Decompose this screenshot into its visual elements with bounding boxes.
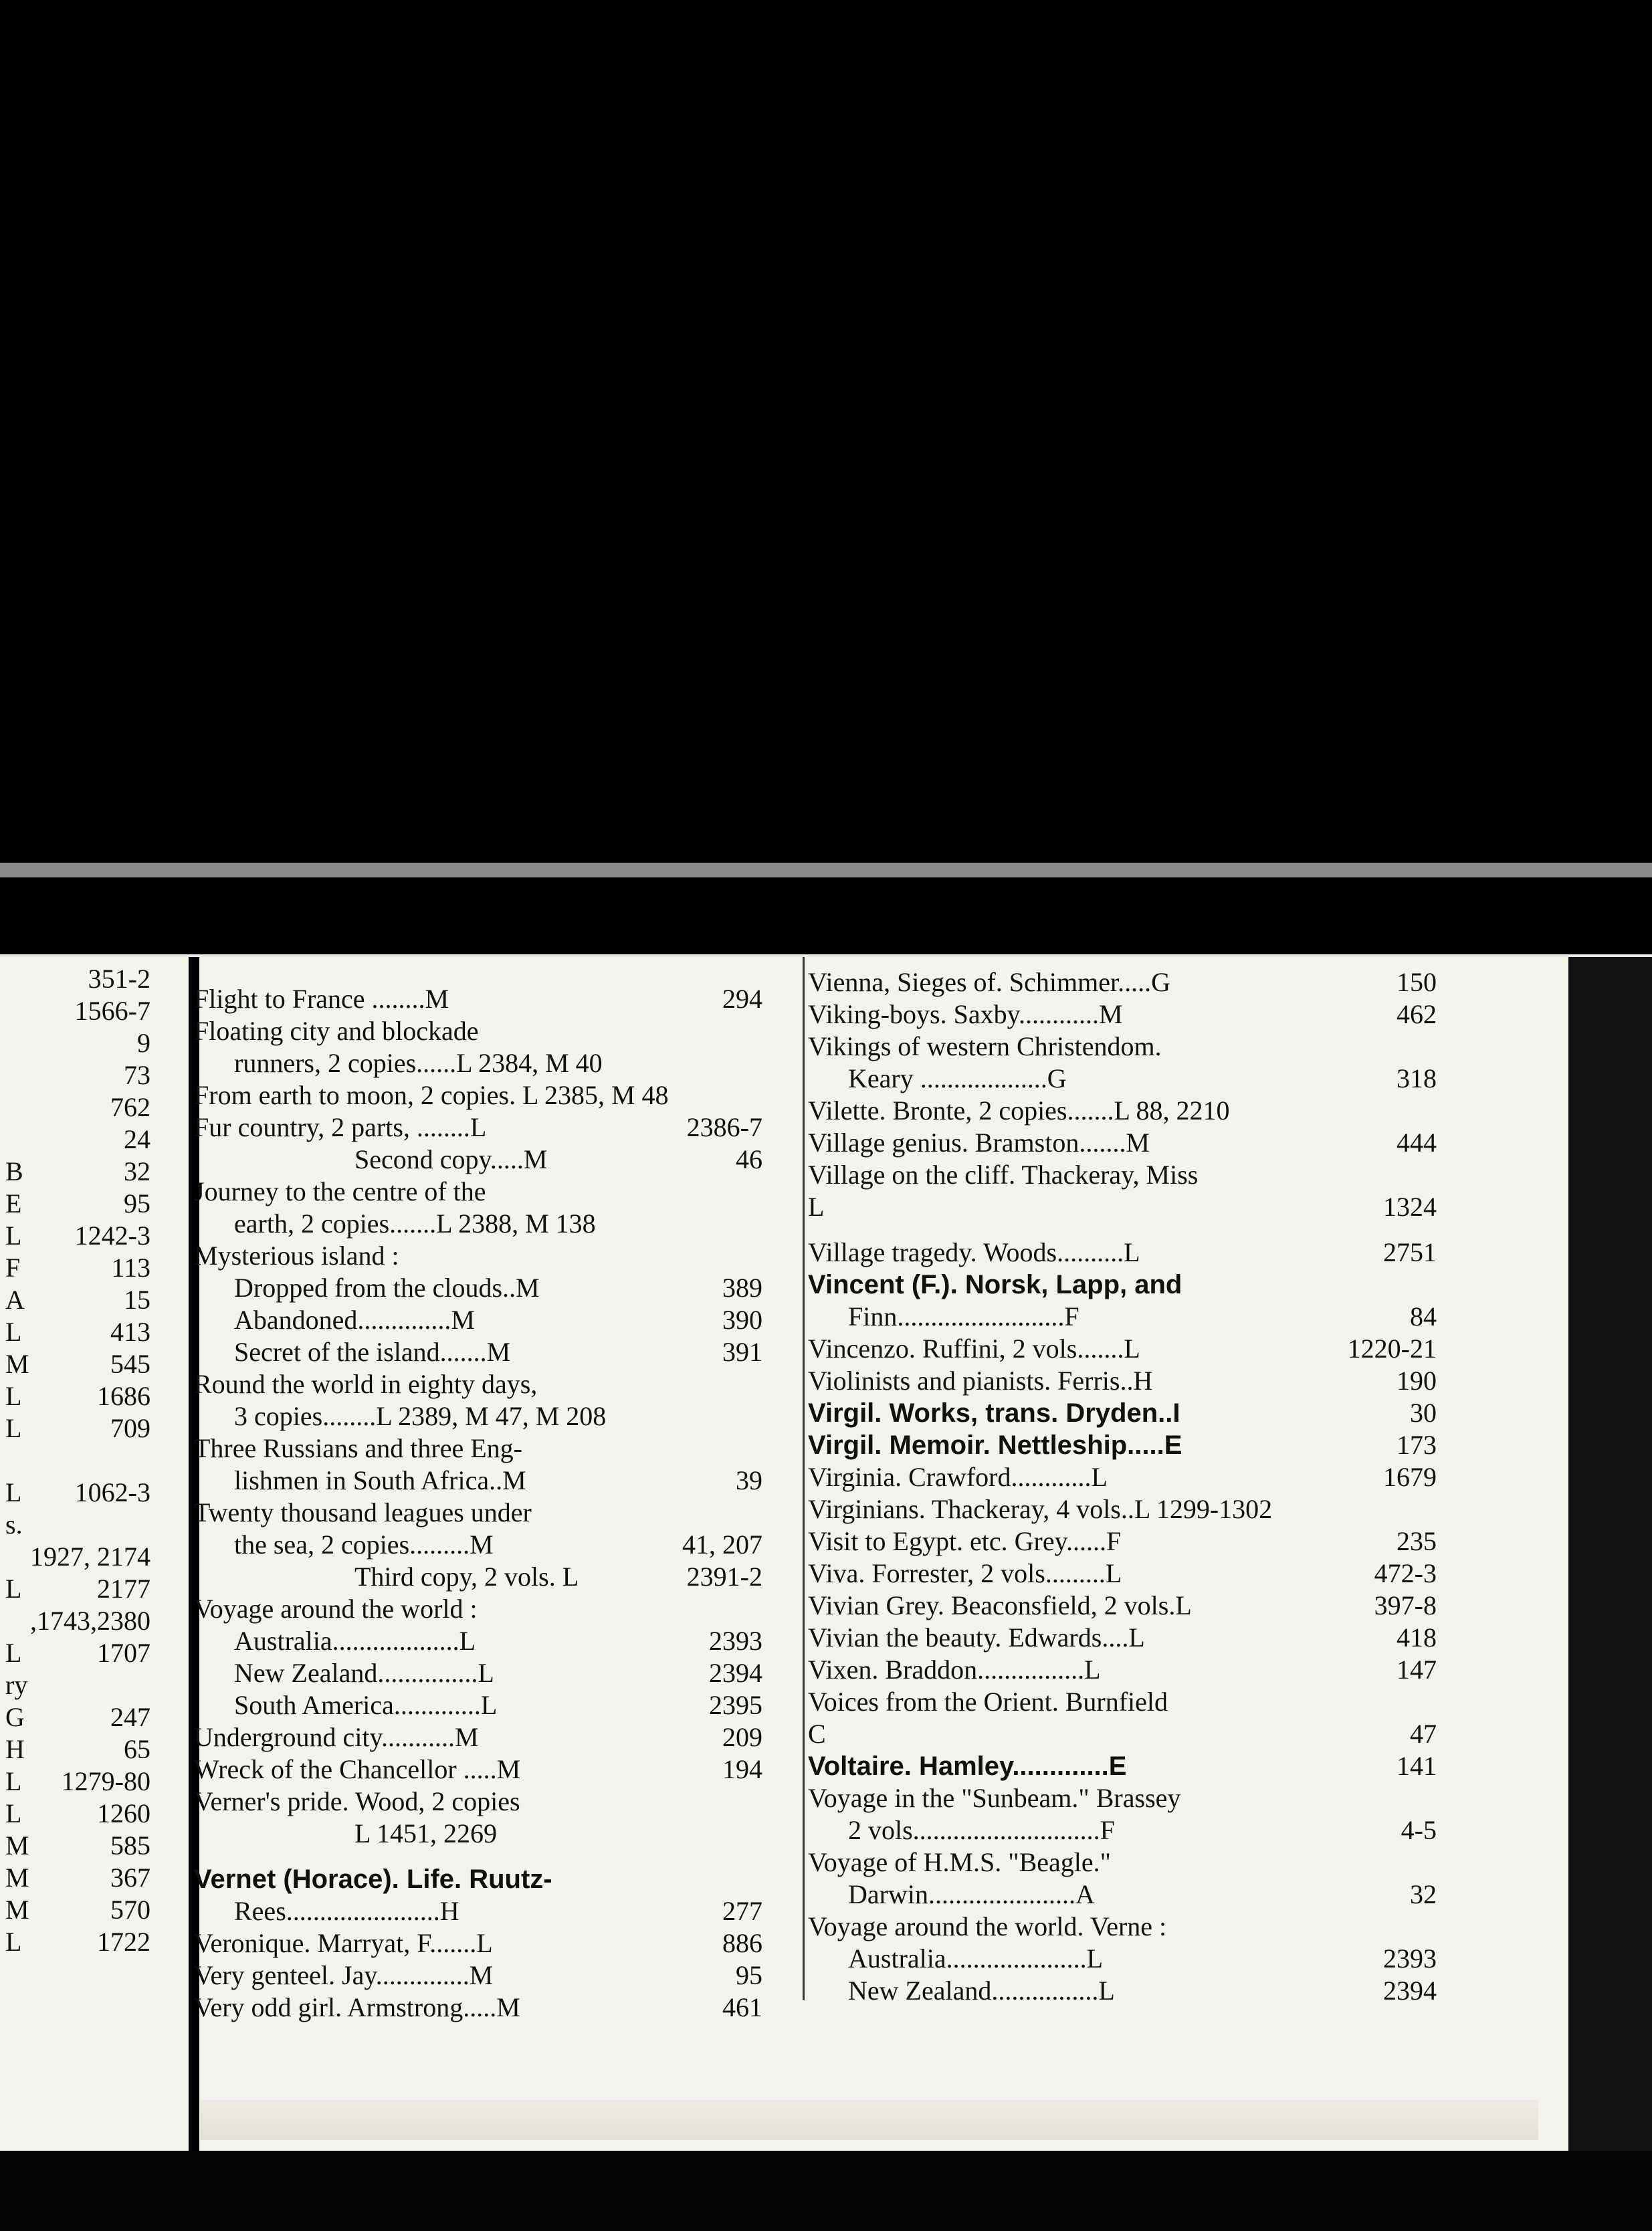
catalogue-entry (808, 1943, 1477, 1975)
catalogue-entry (808, 1782, 1477, 1814)
left-stub-row (0, 1348, 181, 1380)
entry-number: 2386-7 (686, 1112, 762, 1142)
entry-number: 190 (1397, 1366, 1437, 1396)
catalogue-entry (808, 1686, 1477, 1718)
entry-text: Vernet (Horace). Life. Ruutz- (194, 1865, 552, 1894)
catalogue-entry (194, 1465, 796, 1497)
entry-text: Village on the cliff. Thackeray, Miss (808, 1160, 1199, 1190)
entry-text: L (5, 1574, 22, 1604)
entry-number: 461 (722, 1992, 762, 2022)
catalogue-entry (808, 1590, 1477, 1622)
entry-number: 32 (124, 1156, 150, 1186)
entry-text: Viking-boys. Saxby............M (808, 999, 1123, 1029)
catalogue-entry (194, 1850, 796, 1863)
entry-text: Vincent (F.). Norsk, Lapp, and (808, 1270, 1182, 1299)
entry-text: Flight to France ........M (194, 984, 449, 1014)
catalogue-entry (194, 1272, 796, 1304)
entry-text: L (5, 1477, 22, 1507)
entry-text: Fur country, 2 parts, ........L (194, 1112, 487, 1142)
left-stub-row (0, 1766, 181, 1798)
entry-text: Verner's pride. Wood, 2 copies (194, 1786, 520, 1816)
catalogue-entry (808, 1397, 1477, 1429)
catalogue-entry (808, 1063, 1477, 1095)
entry-number: 9 (137, 1028, 150, 1058)
catalogue-entry (808, 1223, 1477, 1237)
left-stub-row (0, 1830, 181, 1862)
left-stub-row (0, 1509, 181, 1541)
entry-number: 41, 207 (682, 1529, 762, 1560)
entry-text: Vikings of western Christendom. (808, 1031, 1162, 1061)
entry-text: C (808, 1719, 826, 1749)
entry-text: Voices from the Orient. Burnfield (808, 1687, 1168, 1717)
entry-text: Abandoned..............M (234, 1305, 475, 1335)
entry-text: lishmen in South Africa..M (234, 1465, 526, 1495)
left-stub-row (0, 1637, 181, 1669)
entry-number: 209 (722, 1722, 762, 1752)
left-stub-row (0, 1124, 181, 1156)
entry-number: 1242-3 (74, 1220, 150, 1251)
left-stub-row (0, 1477, 181, 1509)
entry-text: M (5, 1349, 29, 1379)
entry-number: 413 (110, 1317, 150, 1347)
entry-text: Visit to Egypt. etc. Grey......F (808, 1526, 1122, 1556)
entry-text: Vienna, Sieges of. Schimmer.....G (808, 967, 1170, 997)
entry-number: 294 (722, 984, 762, 1014)
entry-number: 1927, 2174 (30, 1542, 150, 1572)
catalogue-entry (808, 1718, 1477, 1750)
catalogue-entry (808, 1493, 1477, 1525)
entry-text: L (5, 1413, 22, 1443)
entry-number: 397-8 (1374, 1590, 1437, 1620)
catalogue-entry (194, 1047, 796, 1079)
entry-number: 1707 (97, 1638, 150, 1668)
entry-text: Voyage in the "Sunbeam." Brassey (808, 1783, 1181, 1813)
catalogue-entry (808, 1814, 1477, 1846)
scanner-black-margin-bottom (0, 2151, 1652, 2231)
left-stub-row (0, 1380, 181, 1412)
entry-text: Australia.....................L (848, 1943, 1104, 1974)
entry-text: Vivian Grey. Beaconsfield, 2 vols.L (808, 1590, 1192, 1620)
entry-text: F (5, 1253, 21, 1283)
entry-number: 390 (722, 1305, 762, 1335)
entry-text: G (5, 1702, 25, 1732)
entry-text: Floating city and blockade (194, 1016, 479, 1046)
left-stub-row (0, 1798, 181, 1830)
scanner-black-margin-top (0, 0, 1652, 863)
entry-text: New Zealand...............L (234, 1658, 494, 1688)
left-stub-row (0, 1220, 181, 1252)
catalogue-entry (194, 1015, 796, 1047)
entry-number: 1679 (1383, 1462, 1437, 1492)
entry-text: 2 vols............................F (848, 1815, 1115, 1845)
left-column-stub (0, 963, 181, 1958)
catalogue-entry (194, 1754, 796, 1786)
catalogue-entry (808, 1365, 1477, 1397)
entry-number: 2393 (1383, 1943, 1437, 1974)
catalogue-entry (194, 1529, 796, 1561)
entry-text: Violinists and pianists. Ferris..H (808, 1366, 1153, 1396)
entry-text: L 1451, 2269 (354, 1818, 497, 1848)
entry-text: L (808, 1192, 825, 1222)
entry-text: South America.............L (234, 1690, 498, 1720)
entry-number: 247 (110, 1702, 150, 1732)
entry-number: 2391-2 (686, 1562, 762, 1592)
left-stub-row (0, 1862, 181, 1894)
entry-number: 84 (1410, 1301, 1437, 1332)
entry-text: earth, 2 copies.......L 2388, M 138 (234, 1208, 596, 1239)
entry-number: 95 (736, 1960, 762, 1990)
entry-number: 1566-7 (74, 996, 150, 1026)
catalogue-entry (194, 1959, 796, 1992)
entry-number: 30 (1410, 1398, 1437, 1428)
entry-text: Voyage around the world. Verne : (808, 1911, 1167, 1941)
catalogue-entry (808, 998, 1477, 1031)
entry-text: L (5, 1927, 22, 1957)
entry-text: L (5, 1638, 22, 1668)
entry-number: 318 (1397, 1063, 1437, 1093)
catalogue-entry (194, 1689, 796, 1721)
entry-number: 32 (1410, 1879, 1437, 1909)
catalogue-entry (808, 1558, 1477, 1590)
left-stub-row (0, 1252, 181, 1284)
entry-text: Virgil. Works, trans. Dryden..I (808, 1398, 1180, 1428)
catalogue-entry (194, 1625, 796, 1657)
entry-number: 762 (110, 1092, 150, 1122)
catalogue-entry (194, 1144, 796, 1176)
entry-text: Viva. Forrester, 2 vols.........L (808, 1558, 1122, 1588)
entry-number: 46 (736, 1144, 762, 1174)
entry-number: 65 (124, 1734, 150, 1764)
entry-text: M (5, 1895, 29, 1925)
entry-number: 39 (736, 1465, 762, 1495)
entry-text: Journey to the centre of the (194, 1176, 486, 1206)
entry-text: M (5, 1863, 29, 1893)
entry-number: 1324 (1383, 1192, 1437, 1222)
catalogue-entry (808, 1301, 1477, 1333)
entry-number: 2394 (1383, 1976, 1437, 2006)
catalogue-entry (194, 1818, 796, 1850)
entry-number: 709 (110, 1413, 150, 1443)
entry-text: L (5, 1317, 22, 1347)
entry-text: Underground city...........M (194, 1722, 479, 1752)
entry-text: Vixen. Braddon................L (808, 1655, 1101, 1685)
left-stub-row (0, 1188, 181, 1220)
entry-number: 2393 (709, 1626, 762, 1656)
entry-text: Village genius. Bramston.......M (808, 1128, 1150, 1158)
entry-text: L (5, 1766, 22, 1796)
scanner-gray-bar (0, 863, 1652, 877)
middle-column (194, 983, 796, 2024)
catalogue-entry (808, 1750, 1477, 1782)
entry-number: 570 (110, 1895, 150, 1925)
catalogue-entry (808, 1911, 1477, 1943)
entry-text: Rees.......................H (234, 1896, 459, 1926)
entry-text: Virgil. Memoir. Nettleship.....E (808, 1430, 1182, 1460)
entry-text: Darwin......................A (848, 1879, 1095, 1909)
entry-text: H (5, 1734, 25, 1764)
entry-number: 351-2 (88, 964, 150, 994)
left-stub-row (0, 1412, 181, 1445)
catalogue-entry (194, 1208, 796, 1240)
catalogue-entry (808, 1622, 1477, 1654)
left-stub-row (0, 1669, 181, 1701)
entry-number: 2177 (97, 1574, 150, 1604)
entry-text: Virginia. Crawford............L (808, 1462, 1108, 1492)
catalogue-entry (808, 1846, 1477, 1879)
entry-text: L (5, 1220, 22, 1251)
catalogue-entry (808, 1879, 1477, 1911)
left-stub-row (0, 1573, 181, 1605)
catalogue-entry (808, 1525, 1477, 1558)
entry-text: B (5, 1156, 23, 1186)
entry-text: Voyage around the world : (194, 1594, 478, 1624)
entry-number: 886 (722, 1928, 762, 1958)
entry-text: 3 copies........L 2389, M 47, M 208 (234, 1401, 607, 1431)
entry-number: 47 (1410, 1719, 1437, 1749)
catalogue-entry (194, 1992, 796, 2024)
catalogue-entry (194, 1927, 796, 1959)
entry-text: From earth to moon, 2 copies. L 2385, M 48 (194, 1080, 669, 1110)
entry-text: Veronique. Marryat, F.......L (194, 1928, 493, 1958)
entry-number: 113 (111, 1253, 150, 1283)
catalogue-entry (808, 1159, 1477, 1191)
catalogue-entry (808, 1654, 1477, 1686)
catalogue-entry (194, 983, 796, 1015)
entry-text: Mysterious island : (194, 1241, 399, 1271)
entry-text: Secret of the island.......M (234, 1337, 511, 1367)
left-stub-row (0, 1701, 181, 1733)
catalogue-entry (194, 1079, 796, 1111)
entry-text: Finn.........................F (848, 1301, 1079, 1332)
scanner-black-gap (0, 877, 1652, 954)
catalogue-entry (808, 1191, 1477, 1223)
catalogue-entry (808, 1975, 1477, 2007)
catalogue-entry (194, 1176, 796, 1208)
catalogue-entry (194, 1368, 796, 1400)
catalogue-entry (808, 1429, 1477, 1461)
entry-text: Third copy, 2 vols. L (354, 1562, 579, 1592)
entry-number: 15 (124, 1285, 150, 1315)
entry-text: Vivian the beauty. Edwards....L (808, 1622, 1145, 1653)
column-rule-middle (803, 957, 805, 2000)
entry-text: Round the world in eighty days, (194, 1369, 538, 1399)
left-stub-row (0, 1027, 181, 1059)
entry-number: 1062-3 (74, 1477, 150, 1507)
catalogue-entry (194, 1336, 796, 1368)
entry-number: 24 (124, 1124, 150, 1154)
right-column (808, 966, 1477, 2007)
entry-number: 418 (1397, 1622, 1437, 1653)
entry-number: 73 (124, 1060, 150, 1090)
entry-number: 95 (124, 1188, 150, 1218)
left-stub-row (0, 995, 181, 1027)
entry-text: Three Russians and three Eng- (194, 1433, 522, 1463)
entry-number: 1279-80 (61, 1766, 150, 1796)
entry-number: 389 (722, 1273, 762, 1303)
catalogue-entry (194, 1863, 796, 1895)
left-stub-row (0, 1059, 181, 1091)
entry-text: Wreck of the Chancellor .....M (194, 1754, 521, 1784)
entry-number: 462 (1397, 999, 1437, 1029)
catalogue-entry (194, 1240, 796, 1272)
catalogue-entry (194, 1786, 796, 1818)
entry-text: Village tragedy. Woods..........L (808, 1237, 1140, 1267)
entry-number: 2751 (1383, 1237, 1437, 1267)
catalogue-entry (194, 1400, 796, 1432)
entry-text: Voltaire. Hamley.............E (808, 1751, 1127, 1781)
entry-number: 1260 (97, 1798, 150, 1828)
entry-number: 4-5 (1401, 1815, 1437, 1845)
entry-number: 2395 (709, 1690, 762, 1720)
catalogue-entry (194, 1304, 796, 1336)
catalogue-entry (808, 1127, 1477, 1159)
left-stub-row (0, 1156, 181, 1188)
entry-text: the sea, 2 copies.........M (234, 1529, 494, 1560)
left-stub-row (0, 1541, 181, 1573)
entry-text: s. (5, 1509, 23, 1539)
entry-number: 1722 (97, 1927, 150, 1957)
entry-number: ,1743,2380 (30, 1606, 150, 1636)
catalogue-entry (194, 1657, 796, 1689)
entry-number: 472-3 (1374, 1558, 1437, 1588)
entry-text: Voyage of H.M.S. "Beagle." (808, 1847, 1111, 1877)
left-stub-row (0, 1445, 181, 1477)
catalogue-entry (194, 1111, 796, 1144)
catalogue-entry (194, 1593, 796, 1625)
entry-number: 1220-21 (1347, 1334, 1437, 1364)
entry-text: Virginians. Thackeray, 4 vols..L 1299-1302 (808, 1494, 1273, 1524)
left-stub-row (0, 1316, 181, 1348)
entry-text: Very genteel. Jay..............M (194, 1960, 494, 1990)
entry-text: ry (5, 1670, 28, 1700)
catalogue-entry (808, 1269, 1477, 1301)
left-stub-row (0, 1926, 181, 1958)
catalogue-entry (194, 1432, 796, 1465)
entry-text: Vincenzo. Ruffini, 2 vols.......L (808, 1334, 1140, 1364)
catalogue-entry (194, 1497, 796, 1529)
entry-number: 391 (722, 1337, 762, 1367)
entry-number: 277 (722, 1896, 762, 1926)
catalogue-entry (808, 1031, 1477, 1063)
entry-number: 147 (1397, 1655, 1437, 1685)
catalogue-entry (808, 1237, 1477, 1269)
catalogue-entry (808, 1333, 1477, 1365)
entry-text: Twenty thousand leagues under (194, 1497, 532, 1527)
left-stub-row (0, 1284, 181, 1316)
left-stub-row (0, 1894, 181, 1926)
entry-number: 150 (1397, 967, 1437, 997)
entry-number: 173 (1397, 1430, 1437, 1460)
entry-text: Australia...................L (234, 1626, 476, 1656)
entry-text: Second copy.....M (354, 1144, 548, 1174)
catalogue-entry (194, 1895, 796, 1927)
left-stub-row (0, 963, 181, 995)
entry-text: runners, 2 copies......L 2384, M 40 (234, 1048, 603, 1078)
entry-text: L (5, 1798, 22, 1828)
catalogue-entry (808, 1095, 1477, 1127)
entry-number: 235 (1397, 1526, 1437, 1556)
entry-number: 367 (110, 1863, 150, 1893)
entry-text: E (5, 1188, 22, 1218)
entry-text: M (5, 1830, 29, 1861)
catalogue-entry (194, 1721, 796, 1754)
page-bottom-shadow (201, 2100, 1538, 2140)
entry-text: A (5, 1285, 25, 1315)
entry-text: L (5, 1381, 22, 1411)
entry-number: 2394 (709, 1658, 762, 1688)
catalogue-entry (808, 966, 1477, 998)
entry-text: Vilette. Bronte, 2 copies.......L 88, 2210 (808, 1095, 1230, 1126)
entry-text: Keary ...................G (848, 1063, 1067, 1093)
entry-text: Very odd girl. Armstrong.....M (194, 1992, 520, 2022)
scanner-black-margin-right (1568, 957, 1652, 2231)
left-stub-row (0, 1605, 181, 1637)
entry-number: 194 (722, 1754, 762, 1784)
left-stub-row (0, 1733, 181, 1766)
left-stub-row (0, 1091, 181, 1124)
entry-number: 1686 (97, 1381, 150, 1411)
entry-number: 141 (1397, 1751, 1437, 1781)
catalogue-entry (194, 1561, 796, 1593)
entry-number: 444 (1397, 1128, 1437, 1158)
entry-number: 585 (110, 1830, 150, 1861)
entry-text: Dropped from the clouds..M (234, 1273, 540, 1303)
entry-number: 545 (110, 1349, 150, 1379)
catalogue-entry (808, 1461, 1477, 1493)
entry-text: New Zealand................L (848, 1976, 1115, 2006)
